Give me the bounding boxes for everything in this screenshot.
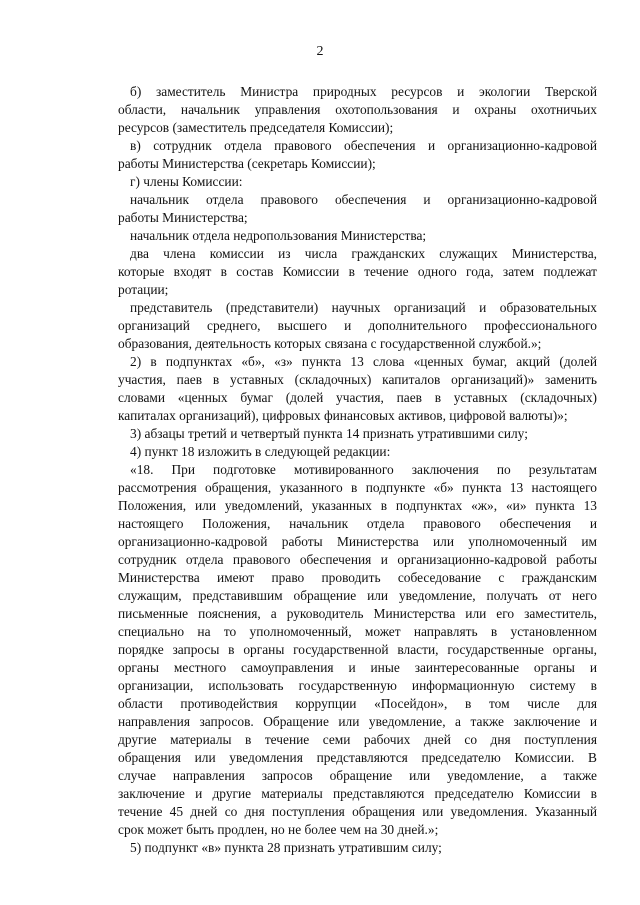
paragraph-line: области противодействия коррупции «Посейдон», в том числе для	[118, 696, 597, 711]
paragraph-line: рассмотрения обращения, указанного в подпункте «б» пункта 13 настоящего	[118, 480, 597, 495]
paragraph-line: 3) абзацы третий и четвертый пункта 14 признать утратившими силу;	[130, 426, 528, 441]
paragraph-line: работы Министерства (секретарь Комиссии);	[118, 156, 376, 171]
paragraph-line: в) сотрудник отдела правового обеспечения и организационно-кадровой	[130, 138, 597, 153]
paragraph-line: органы местного самоуправления и иные заинтересованные органы и	[118, 660, 597, 675]
paragraph-line: области, начальник управления охотопользования и охраны охотничьих	[118, 102, 597, 117]
paragraph-line: 5) подпункт «в» пункта 28 признать утратившим силу;	[130, 840, 442, 855]
paragraph-line: словами «ценных бумаг (долей участия, паев в уставных (складочных)	[118, 390, 597, 405]
paragraph-line: два члена комиссии из числа гражданских служащих Министерства,	[130, 246, 597, 261]
page-number: 2	[316, 44, 324, 59]
paragraph-line: направления запросов. Обращение или уведомление, а также заключение и	[118, 714, 597, 729]
paragraph-line: организации, использовать государственную информационную систему в	[118, 678, 597, 693]
paragraph-line: заключение и другие материалы представляются председателю Комиссии в	[118, 786, 597, 801]
paragraph-line: начальник отдела правового обеспечения и организационно-кадровой	[130, 192, 597, 207]
paragraph-line: капиталах организаций), цифровых финансовых активов, цифровой валюты)»;	[118, 408, 568, 423]
paragraph-line: организационно-кадровой работы Министерства или уполномоченный им	[118, 534, 597, 549]
paragraph-line: ресурсов (заместитель председателя Комиссии);	[118, 120, 394, 135]
paragraph-line: г) члены Комиссии:	[130, 174, 243, 189]
paragraph-line: ротации;	[118, 282, 169, 297]
paragraph-line: б) заместитель Министра природных ресурсов и экологии Тверской	[130, 84, 597, 99]
paragraph-line: представитель (представители) научных организаций и образовательных	[130, 300, 597, 315]
paragraph-line: случае направления запросов обращение или уведомление, а также	[118, 768, 597, 783]
paragraph-line: письменные пояснения, а руководитель Министерства или его заместитель,	[118, 606, 597, 621]
paragraph-line: работы Министерства;	[118, 210, 248, 225]
paragraph-line: специально на то уполномоченный, может направлять в установленном	[118, 624, 597, 639]
paragraph-line: обращения или уведомления представляются председателю Комиссии. В	[118, 750, 597, 765]
paragraph-line: Положения, или уведомлений, указанных в подпунктах «ж», «и» пункта 13	[118, 498, 597, 513]
paragraph-line: 2) в подпунктах «б», «з» пункта 13 слова «ценных бумаг, акций (долей	[130, 354, 597, 369]
paragraph-line: начальник отдела недропользования Министерства;	[130, 228, 427, 243]
paragraph-line: участия, паев в уставных (складочных) капиталов организаций)» заменить	[118, 372, 597, 387]
paragraph-line: служащим, представившим обращение или уведомление, получать от него	[118, 588, 597, 603]
paragraph-line: другие материалы в течение семи рабочих дней со дня поступления	[118, 732, 597, 747]
paragraph-line: организаций среднего, высшего и дополнительного профессионального	[118, 318, 597, 333]
paragraph-line: течение 45 дней со дня поступления обращения или уведомления. Указанный	[118, 804, 597, 819]
paragraph-line: срок может быть продлен, но не более чем на 30 дней.»;	[118, 822, 439, 837]
paragraph-line: которые входят в состав Комиссии в течение одного года, затем подлежат	[118, 264, 597, 279]
paragraph-line: Министерства имеют право проводить собеседование с гражданским	[118, 570, 597, 585]
paragraph-line: «18. При подготовке мотивированного заключения по результатам	[130, 462, 597, 477]
paragraph-line: образования, деятельность которых связана с государственной службой.»;	[118, 336, 542, 351]
paragraph-line: сотрудник отдела правового обеспечения и организационно-кадровой работы	[118, 552, 597, 567]
paragraph-line: настоящего Положения, начальник отдела правового обеспечения и	[118, 516, 597, 531]
paragraph-line: 4) пункт 18 изложить в следующей редакции:	[130, 444, 391, 459]
paragraph-line: порядке запросы в органы государственной власти, государственные органы,	[118, 642, 597, 657]
